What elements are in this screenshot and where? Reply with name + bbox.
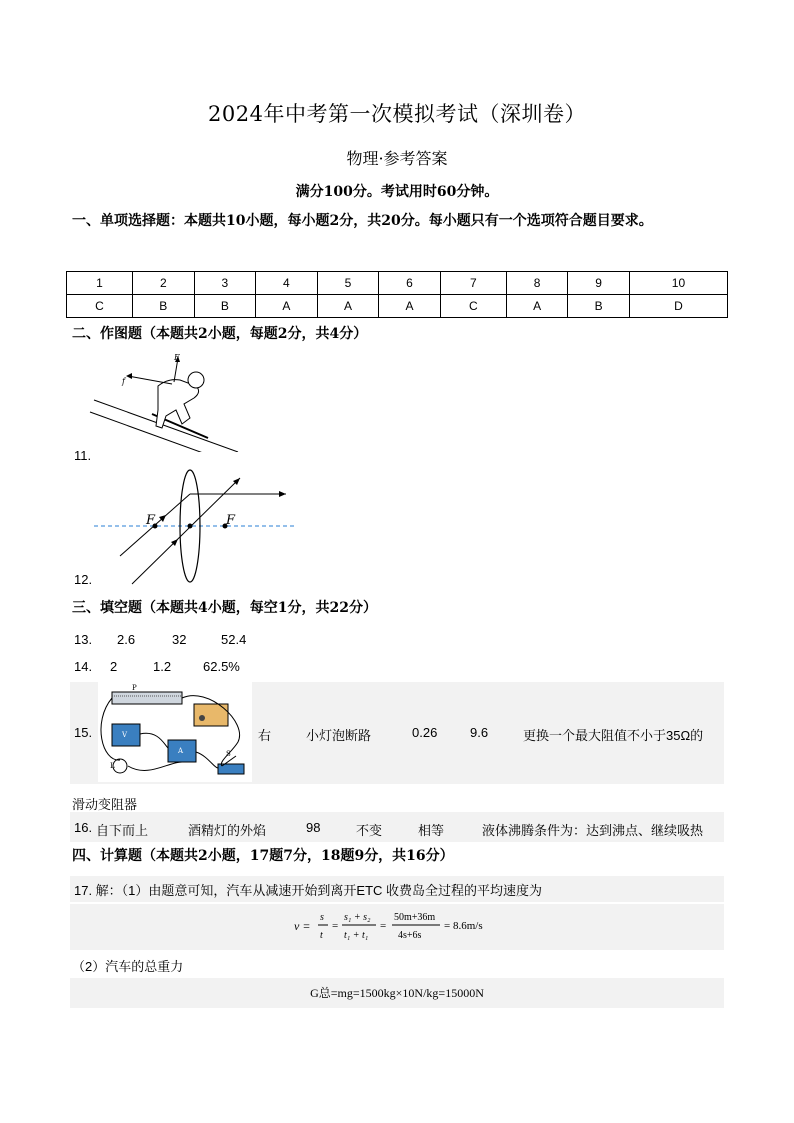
formula-eq-2: =: [380, 920, 387, 932]
q15-answer-1: 右: [258, 728, 272, 743]
question-17-intro-row: [70, 876, 724, 902]
rheostat-slider-label: P: [132, 684, 137, 692]
formula-f2-num: s₁ + s₂: [344, 912, 371, 923]
question-14-label: 14.: [74, 659, 93, 674]
q16-answer-5: 相等: [418, 823, 445, 838]
question-number: 6: [379, 272, 441, 295]
ray-1-arrowhead: [279, 491, 286, 497]
gravity-formula-row: [70, 978, 724, 1008]
q15-continuation: 滑动变阻器: [72, 797, 138, 812]
q14-answer-1: 2: [110, 659, 118, 674]
question-number: 1: [67, 272, 133, 295]
question-number: 7: [440, 272, 506, 295]
rheostat: [112, 692, 182, 704]
exam-meta: 满分100分。考试用时60分钟。: [295, 184, 499, 200]
question-16-row: [70, 812, 724, 842]
question-11-label: 11.: [74, 448, 92, 463]
q15-answer-5: 更换一个最大阻值不小于35Ω的: [523, 728, 704, 743]
formula-f1-den: t: [320, 930, 323, 941]
q13-answer-2: 32: [172, 632, 187, 647]
answer-cell: B: [194, 295, 256, 318]
q16-answer-1: 自下而上: [96, 823, 149, 838]
q13-answer-3: 52.4: [221, 632, 247, 647]
force-F-label: F: [174, 353, 180, 362]
question-number: 4: [256, 272, 318, 295]
q16-answer-3: 98: [306, 820, 321, 835]
question-number: 2: [133, 272, 195, 295]
velocity-formula: [70, 904, 724, 950]
answer-table-answer-row: [67, 295, 728, 318]
question-number: 3: [194, 272, 256, 295]
focal-label-left: F: [146, 513, 156, 528]
skier-diagram: [88, 352, 248, 452]
answer-cell: A: [317, 295, 379, 318]
question-number: 5: [317, 272, 379, 295]
answer-cell: A: [506, 295, 568, 318]
lens-diagram: [90, 468, 300, 588]
question-17-intro: 17. 解：（1）由题意可知，汽车从减速开始到离开ETC 收费岛全过程的平均速度为: [74, 883, 543, 898]
answer-table: [66, 271, 728, 318]
switch-label: S: [226, 750, 231, 758]
light-bulb: [113, 759, 127, 773]
q16-answer-6: 液体沸腾条件为：达到沸点、继续吸热: [482, 823, 704, 838]
force-f-arrowhead: [126, 373, 132, 379]
answer-cell: B: [568, 295, 630, 318]
formula-f2-den: t₁ + t₁: [344, 930, 369, 941]
formula-eq-1: =: [332, 920, 339, 932]
formula-lhs: v =: [294, 919, 311, 933]
answer-cell: B: [133, 295, 195, 318]
ammeter-label: A: [178, 747, 184, 755]
question-13-label: 13.: [74, 632, 93, 647]
q16-answer-4: 不变: [356, 823, 383, 838]
question-number: 8: [506, 272, 568, 295]
formula-result: = 8.6m/s: [444, 920, 483, 932]
section-1-heading: 一、单项选择题：本题共10小题，每小题2分，共20分。每小题只有一个选项符合题目要求。: [72, 213, 653, 229]
page-title: 2024年中考第一次模拟考试（深圳卷）: [208, 102, 586, 126]
formula-f3-num: 50m+36m: [394, 912, 436, 923]
q13-answer-1: 2.6: [117, 632, 136, 647]
section-3-heading: 三、填空题（本题共4小题，每空1分，共22分）: [72, 600, 377, 616]
power-terminal: [199, 715, 205, 721]
voltmeter-label: V: [122, 731, 128, 739]
answer-cell: C: [67, 295, 133, 318]
q14-answer-2: 1.2: [153, 659, 172, 674]
formula-f3-den: 4s+6s: [398, 930, 422, 941]
answer-cell: A: [256, 295, 318, 318]
question-17-part-2: （2）汽车的总重力: [72, 959, 184, 974]
question-12-label: 12.: [74, 572, 93, 587]
section-2-heading: 二、作图题（本题共2小题，每题2分，共4分）: [72, 326, 368, 342]
section-4-heading: 四、计算题（本题共2小题，17题7分，18题9分，共16分）: [72, 848, 454, 864]
force-f-label: f: [122, 377, 125, 386]
answer-cell: A: [379, 295, 441, 318]
bulb-label: L: [110, 762, 115, 770]
question-number: 9: [568, 272, 630, 295]
focal-label-right: F: [226, 513, 236, 528]
answer-cell: C: [440, 295, 506, 318]
question-number: 10: [629, 272, 727, 295]
q15-answer-4: 9.6: [470, 725, 489, 740]
skier-head: [188, 372, 204, 388]
question-15-label: 15.: [74, 725, 93, 740]
answer-table-number-row: [67, 272, 728, 295]
force-f-arrow: [128, 376, 172, 384]
optical-center: [188, 524, 193, 529]
q15-answer-2: 小灯泡断路: [306, 728, 372, 743]
velocity-formula-svg: [70, 904, 724, 950]
circuit-diagram: [98, 682, 252, 782]
q15-answer-3: 0.26: [412, 725, 438, 740]
q16-answer-2: 酒精灯的外焰: [188, 823, 267, 838]
gravity-formula: G总=mg=1500kg×10N/kg=15000N: [310, 986, 484, 1000]
answer-cell: D: [629, 295, 727, 318]
page-subtitle: 物理·参考答案: [346, 149, 448, 168]
q14-answer-3: 62.5%: [203, 659, 240, 674]
formula-f1-num: s: [320, 912, 324, 923]
question-16-label: 16.: [74, 820, 93, 835]
